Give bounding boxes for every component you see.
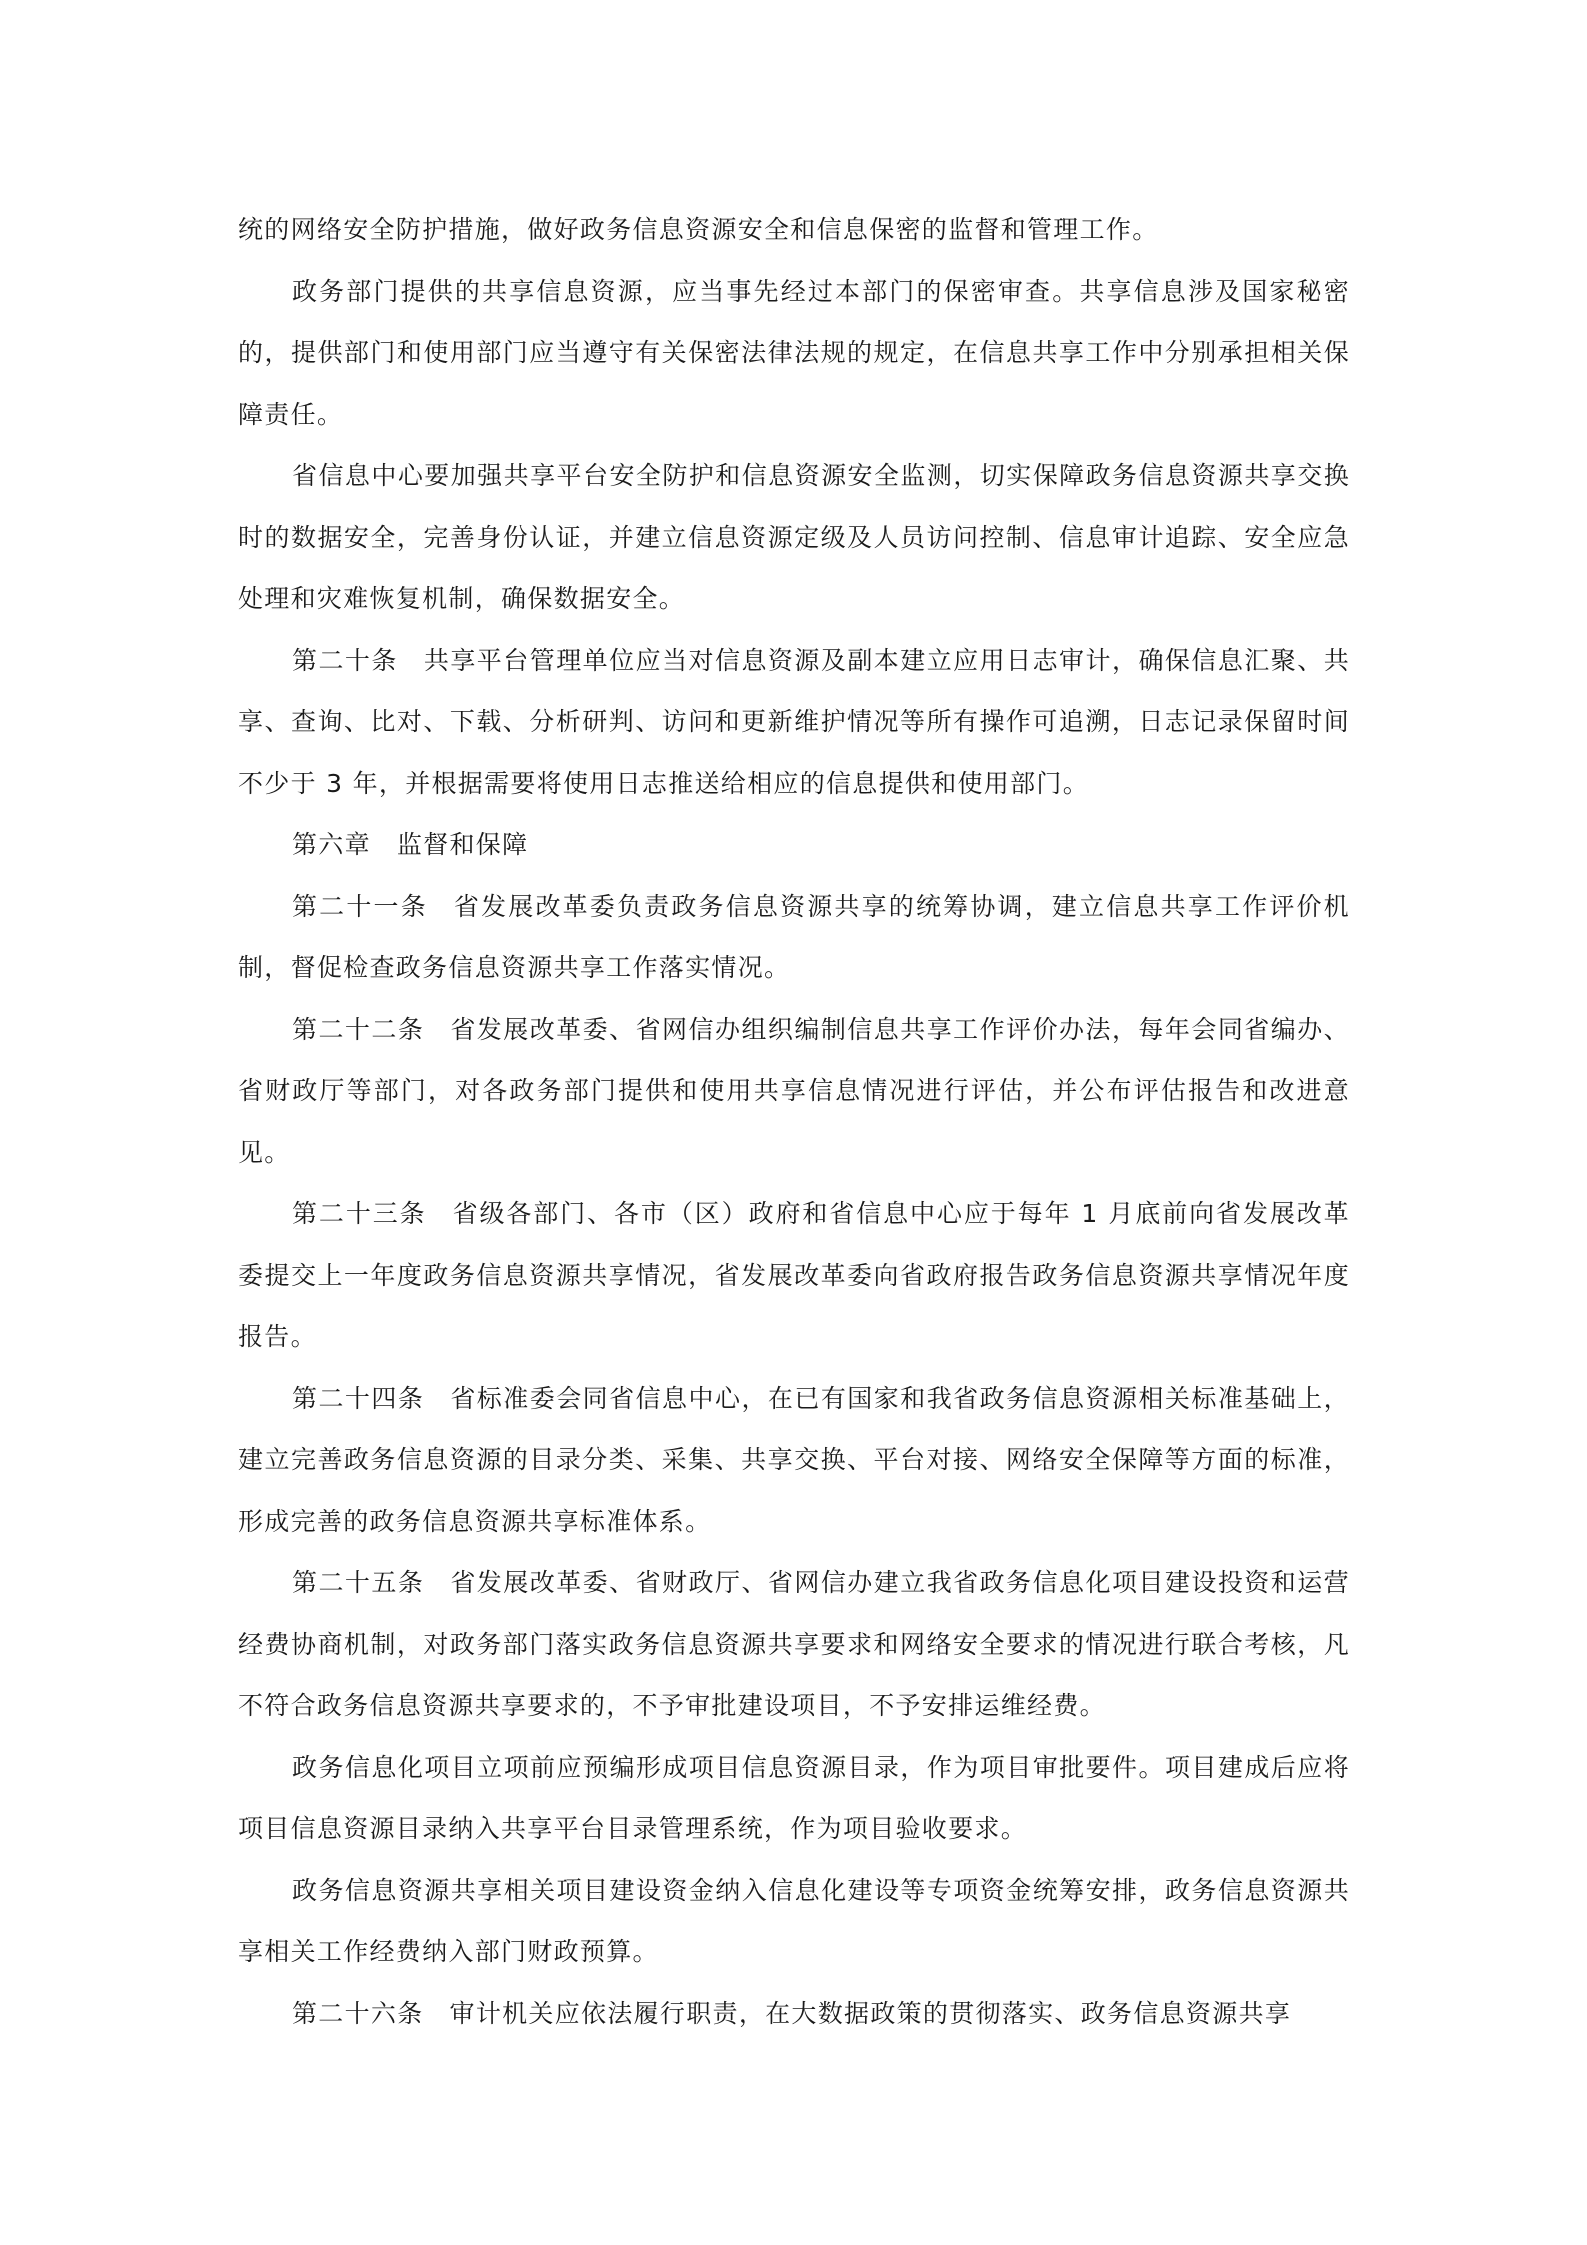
paragraph-text: 政务信息化项目立项前应预编形成项目信息资源目录，作为项目审批要件。项目建成后应将项目信息资源目录纳入共享平台目录管理系统，作为项目验收要求。 [238, 1752, 1350, 1843]
article-number: 第二十六条 [292, 1998, 424, 2028]
paragraph-text: 政务信息资源共享相关项目建设资金纳入信息化建设等专项资金统筹安排，政务信息资源共享相关工作经费纳入部门财政预算。 [238, 1875, 1350, 1966]
article-24 [238, 1368, 1350, 1553]
article-number: 第二十三条 [292, 1199, 427, 1228]
article-number: 第二十一条 [292, 891, 428, 921]
article-21 [238, 876, 1350, 999]
document-body [238, 199, 1350, 2044]
paragraph [238, 261, 1350, 446]
paragraph-text: 统的网络安全防护措施，做好政务信息资源安全和信息保密的监督和管理工作。 [238, 215, 1159, 244]
article-text: 审计机关应依法履行职责，在大数据政策的贯彻落实、政务信息资源共享 [449, 1998, 1292, 2028]
paragraph [238, 1737, 1350, 1860]
article-text: 省级各部门、各市（区）政府和省信息中心应于每年 1 月底前向省发展改革委提交上一年度政务信息资源共享情况，省发展改革委向省政府报告政务信息资源共享情况年度报告。 [238, 1199, 1350, 1351]
article-22 [238, 999, 1350, 1184]
article-25 [238, 1552, 1350, 1737]
paragraph-text: 政务部门提供的共享信息资源，应当事先经过本部门的保密审查。共享信息涉及国家秘密的，提供部门和使用部门应当遵守有关保密法律法规的规定，在信息共享工作中分别承担相关保障责任。 [238, 276, 1350, 429]
article-number: 第二十五条 [292, 1568, 425, 1597]
article-text: 省标准委会同省信息中心，在已有国家和我省政务信息资源相关标准基础上，建立完善政务信息资源的目录分类、采集、共享交换、平台对接、网络安全保障等方面的标准，形成完善的政务信息资源共享标准体系。 [238, 1383, 1350, 1536]
chapter-number: 第六章 [292, 830, 371, 859]
article-text: 省发展改革委负责政务信息资源共享的统筹协调，建立信息共享工作评价机制，督促检查政务信息资源共享工作落实情况。 [238, 891, 1350, 982]
article-number: 第二十四条 [292, 1383, 425, 1413]
article-number: 第二十条 [292, 645, 398, 675]
article-number: 第二十二条 [292, 1014, 425, 1044]
article-text: 省发展改革委、省网信办组织编制信息共享工作评价办法，每年会同省编办、省财政厅等部门，对各政务部门提供和使用共享信息情况进行评估，并公布评估报告和改进意见。 [238, 1014, 1350, 1167]
article-20 [238, 630, 1350, 815]
paragraph [238, 1860, 1350, 1983]
article-text: 共享平台管理单位应当对信息资源及副本建立应用日志审计，确保信息汇聚、共享、查询、比对、下载、分析研判、访问和更新维护情况等所有操作可追溯，日志记录保留时间不少于 3 年，并根据需要将使用日志推送给相应的信息提供和使用部门。 [238, 645, 1350, 798]
article-26 [238, 1983, 1350, 2045]
chapter-heading [238, 814, 1350, 876]
paragraph [238, 445, 1350, 630]
article-text: 省发展改革委、省财政厅、省网信办建立我省政务信息化项目建设投资和运营经费协商机制，对政务部门落实政务信息资源共享要求和网络安全要求的情况进行联合考核，凡不符合政务信息资源共享要求的，不予审批建设项目，不予安排运维经费。 [238, 1568, 1350, 1720]
paragraph [238, 199, 1350, 261]
chapter-title: 监督和保障 [396, 830, 529, 859]
paragraph-text: 省信息中心要加强共享平台安全防护和信息资源安全监测，切实保障政务信息资源共享交换时的数据安全，完善身份认证，并建立信息资源定级及人员访问控制、信息审计追踪、安全应急处理和灾难恢复机制，确保数据安全。 [238, 461, 1350, 613]
article-23 [238, 1183, 1350, 1368]
